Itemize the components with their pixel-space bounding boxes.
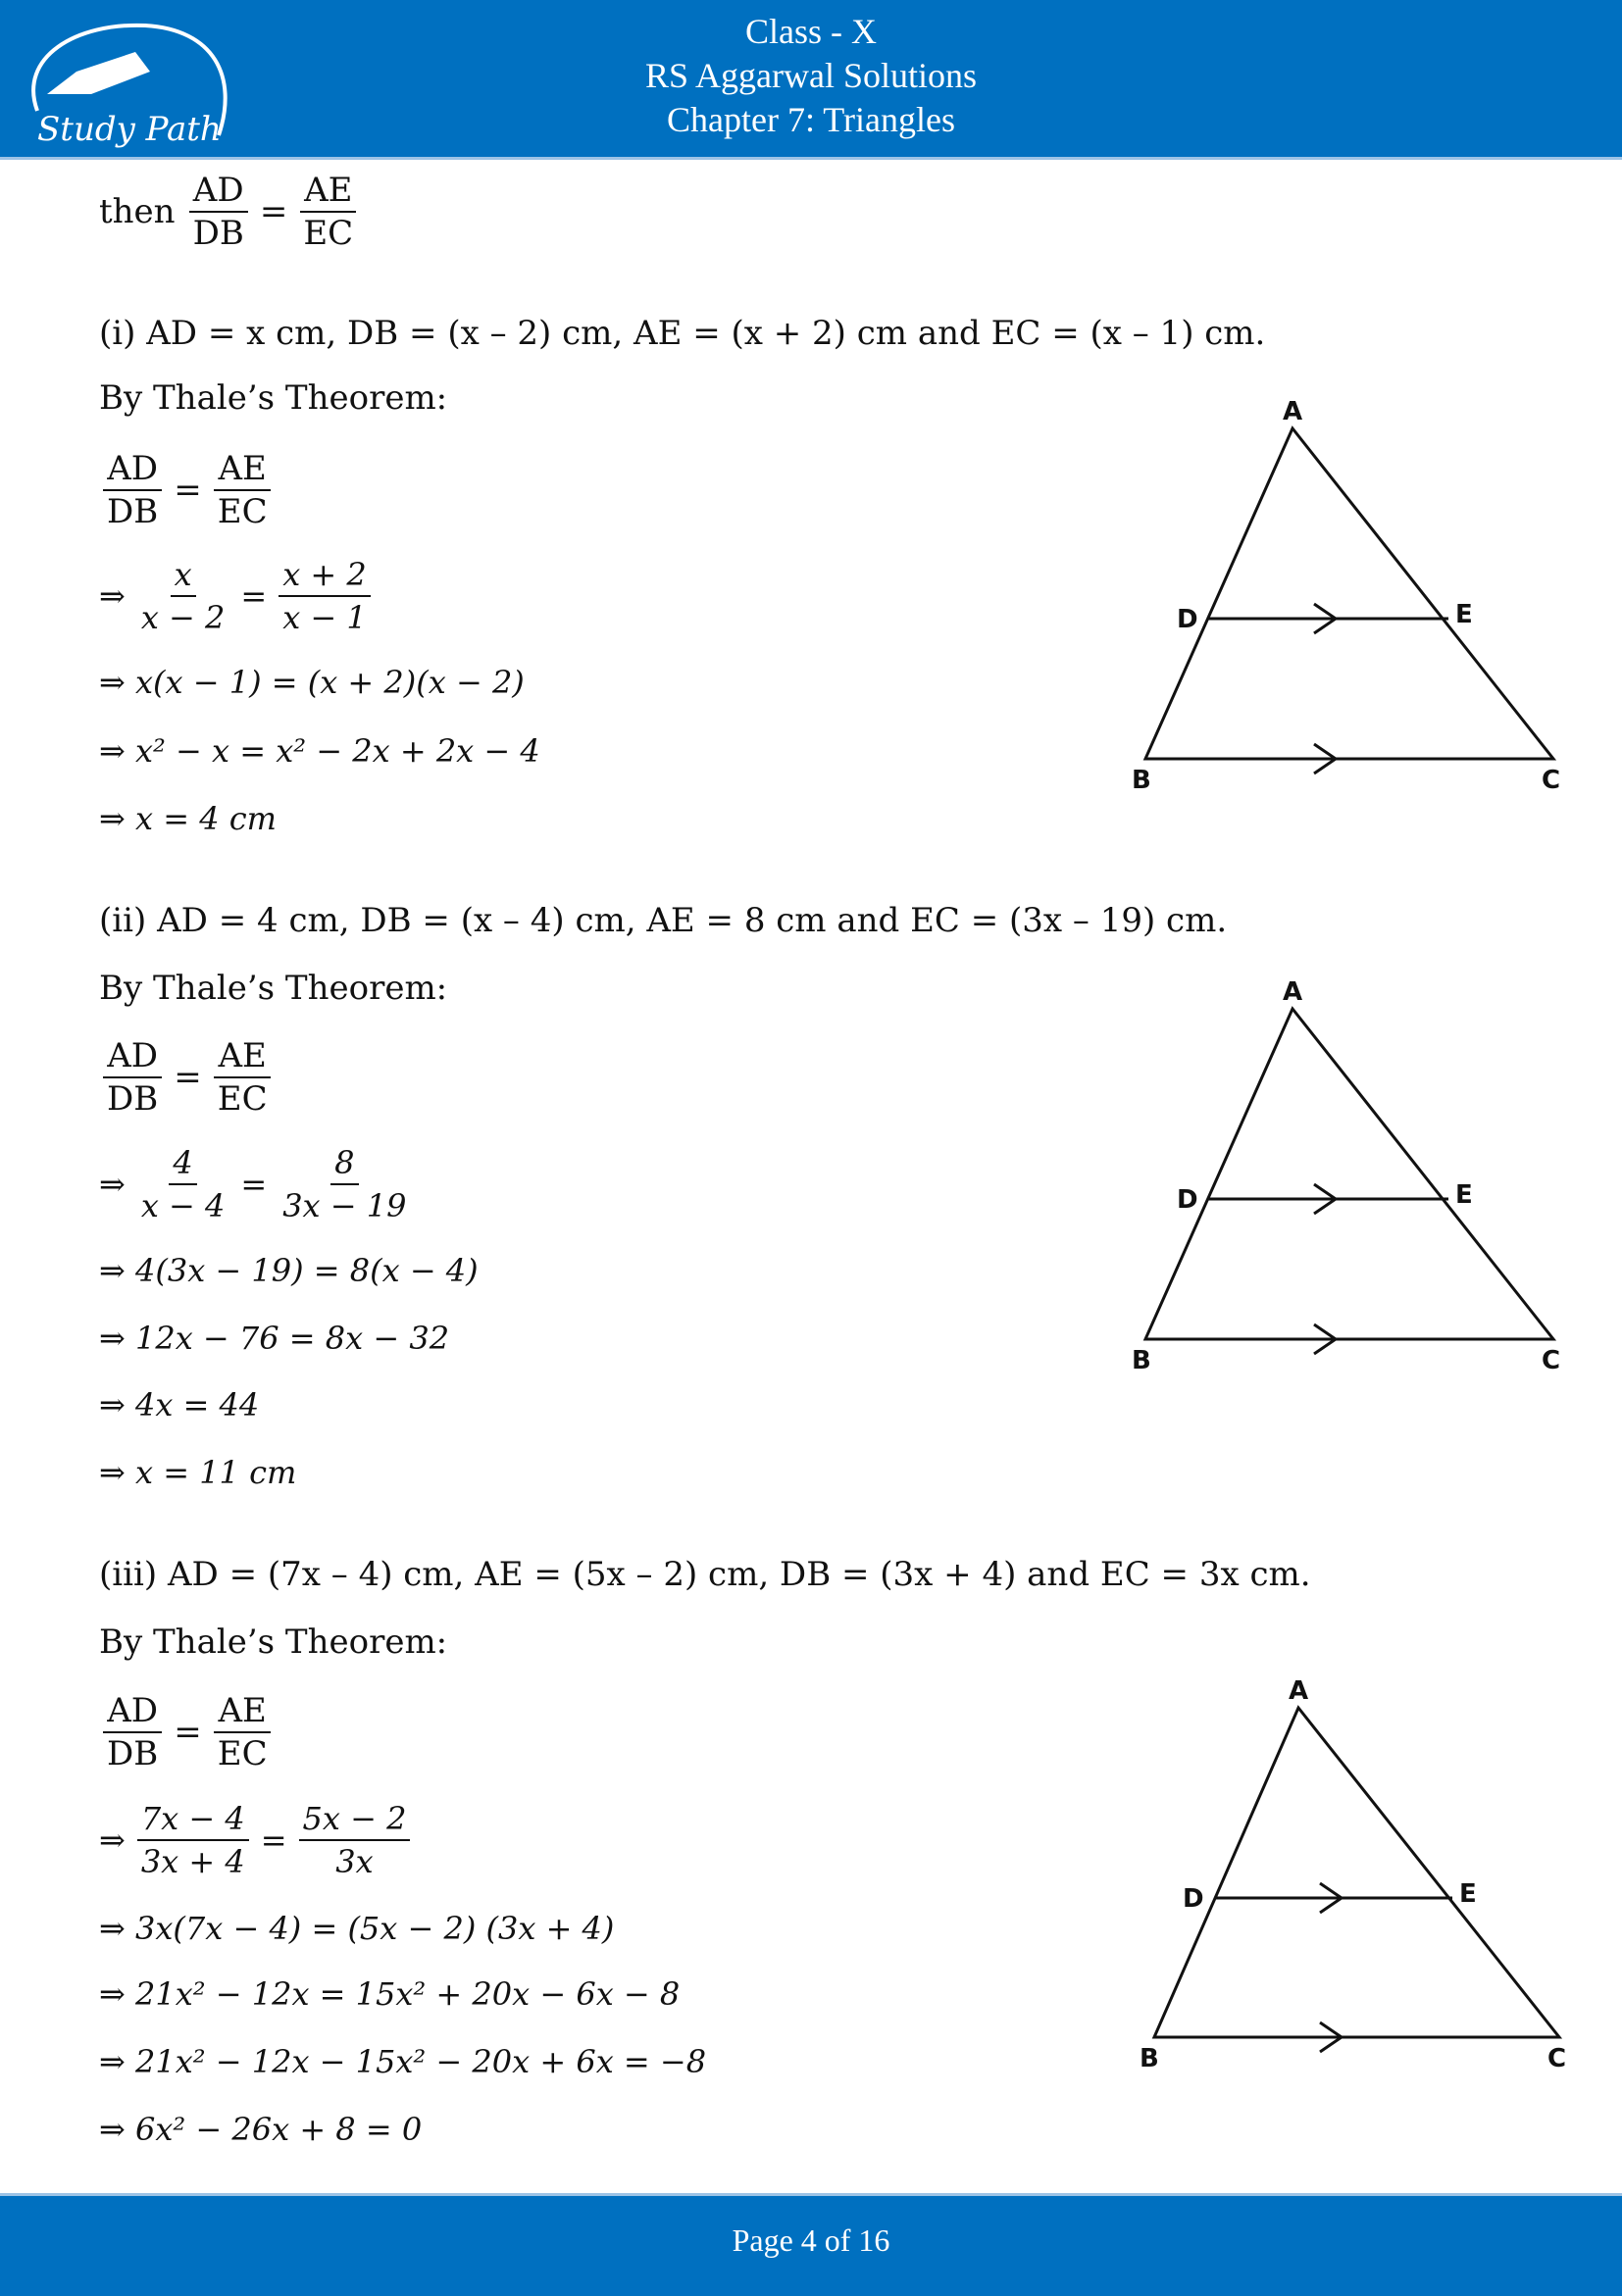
part-1-ratio: $\frac{AD}{DB}$ = $\frac{AE}{EC}$ xyxy=(99,448,276,532)
triangle-diagram-2 xyxy=(1118,973,1589,1384)
part-1-substitution: ⇒ $\frac{x}{x - 2}$ = $\frac{x + 2}{x - 1}$ xyxy=(99,554,375,638)
intro-line: then $\frac{AD}{DB}$ = $\frac{AE}{EC}$ xyxy=(99,170,361,254)
part-2-step: ⇒ 12x − 76 = 8x − 32 xyxy=(99,1320,450,1357)
part-3-substitution: ⇒ $\frac{7x - 4}{3x + 4}$ = $\frac{5x - 2}{3x}$ xyxy=(99,1798,414,1882)
svg-text:C: C xyxy=(1547,2044,1567,2073)
part-3-theorem: By Thale’s Theorem: xyxy=(99,1622,448,1662)
part-3-step: ⇒ 6x² − 26x + 8 = 0 xyxy=(99,2111,423,2148)
svg-text:A: A xyxy=(1283,977,1303,1007)
part-2-statement: (ii) AD = 4 cm, DB = (x – 4) cm, AE = 8 cm and EC = (3x – 19) cm. xyxy=(99,901,1228,940)
triangle-abc xyxy=(1154,1708,1559,2037)
part-1-step: ⇒ x² − x = x² − 2x + 2x − 4 xyxy=(99,732,540,770)
part-2-substitution: ⇒ $\frac{4}{x - 4}$ = $\frac{8}{3x - 19}$ xyxy=(99,1144,407,1224)
part-1-theorem: By Thale’s Theorem: xyxy=(99,378,448,418)
page-number: Page 4 of 16 xyxy=(732,2222,890,2258)
part-3-step: ⇒ 21x² − 12x − 15x² − 20x + 6x = −8 xyxy=(99,2043,707,2080)
part-2-step: ⇒ 4x = 44 xyxy=(99,1386,260,1423)
fraction: $\frac{AE}{EC}$ xyxy=(299,170,357,254)
header-class: Class - X xyxy=(745,12,877,51)
svg-text:E: E xyxy=(1459,1879,1477,1909)
triangle-abc xyxy=(1145,428,1553,759)
part-1-step: ⇒ x = 4 cm xyxy=(99,800,277,837)
page-footer xyxy=(0,2193,1622,2296)
part-3-step: ⇒ 21x² − 12x = 15x² + 20x − 6x − 8 xyxy=(99,1975,681,2013)
header-chapter: Chapter 7: Triangles xyxy=(667,100,955,139)
svg-text:E: E xyxy=(1455,600,1473,629)
svg-text:B: B xyxy=(1132,1346,1151,1375)
header-book: RS Aggarwal Solutions xyxy=(644,56,978,95)
svg-text:D: D xyxy=(1183,1884,1204,1914)
part-2-ratio: $\frac{AD}{DB}$ = $\frac{AE}{EC}$ xyxy=(99,1035,276,1120)
svg-text:B: B xyxy=(1140,2044,1159,2073)
part-2-step: ⇒ x = 11 cm xyxy=(99,1454,297,1491)
fraction: $\frac{AD}{DB}$ xyxy=(189,170,248,254)
svg-text:D: D xyxy=(1177,605,1198,634)
part-2-step: ⇒ 4(3x − 19) = 8(x − 4) xyxy=(99,1252,479,1289)
part-2-theorem: By Thale’s Theorem: xyxy=(99,969,448,1008)
part-1-statement: (i) AD = x cm, DB = (x – 2) cm, AE = (x + 2) cm and EC = (x – 1) cm. xyxy=(99,314,1266,353)
svg-text:Study Path: Study Path xyxy=(37,110,222,149)
part-3-step: ⇒ 3x(7x − 4) = (5x − 2) (3x + 4) xyxy=(99,1910,615,1947)
svg-text:E: E xyxy=(1455,1180,1473,1210)
triangle-abc xyxy=(1145,1009,1553,1339)
part-3-statement: (iii) AD = (7x – 4) cm, AE = (5x – 2) cm, DB = (3x + 4) and EC = 3x cm. xyxy=(99,1555,1311,1594)
part-3-ratio: $\frac{AD}{DB}$ = $\frac{AE}{EC}$ xyxy=(99,1690,276,1774)
triangle-diagram-3 xyxy=(1128,1672,1598,2083)
svg-text:C: C xyxy=(1542,1346,1561,1375)
triangle-diagram-1 xyxy=(1118,392,1589,804)
study-path-logo xyxy=(18,18,233,150)
svg-text:A: A xyxy=(1283,397,1303,426)
svg-text:D: D xyxy=(1177,1185,1198,1215)
svg-text:C: C xyxy=(1542,766,1561,795)
intro-prefix: then xyxy=(99,192,176,231)
svg-text:B: B xyxy=(1132,766,1151,795)
page-header xyxy=(0,0,1622,160)
part-1-step: ⇒ x(x − 1) = (x + 2)(x − 2) xyxy=(99,664,525,701)
svg-text:A: A xyxy=(1289,1676,1309,1706)
